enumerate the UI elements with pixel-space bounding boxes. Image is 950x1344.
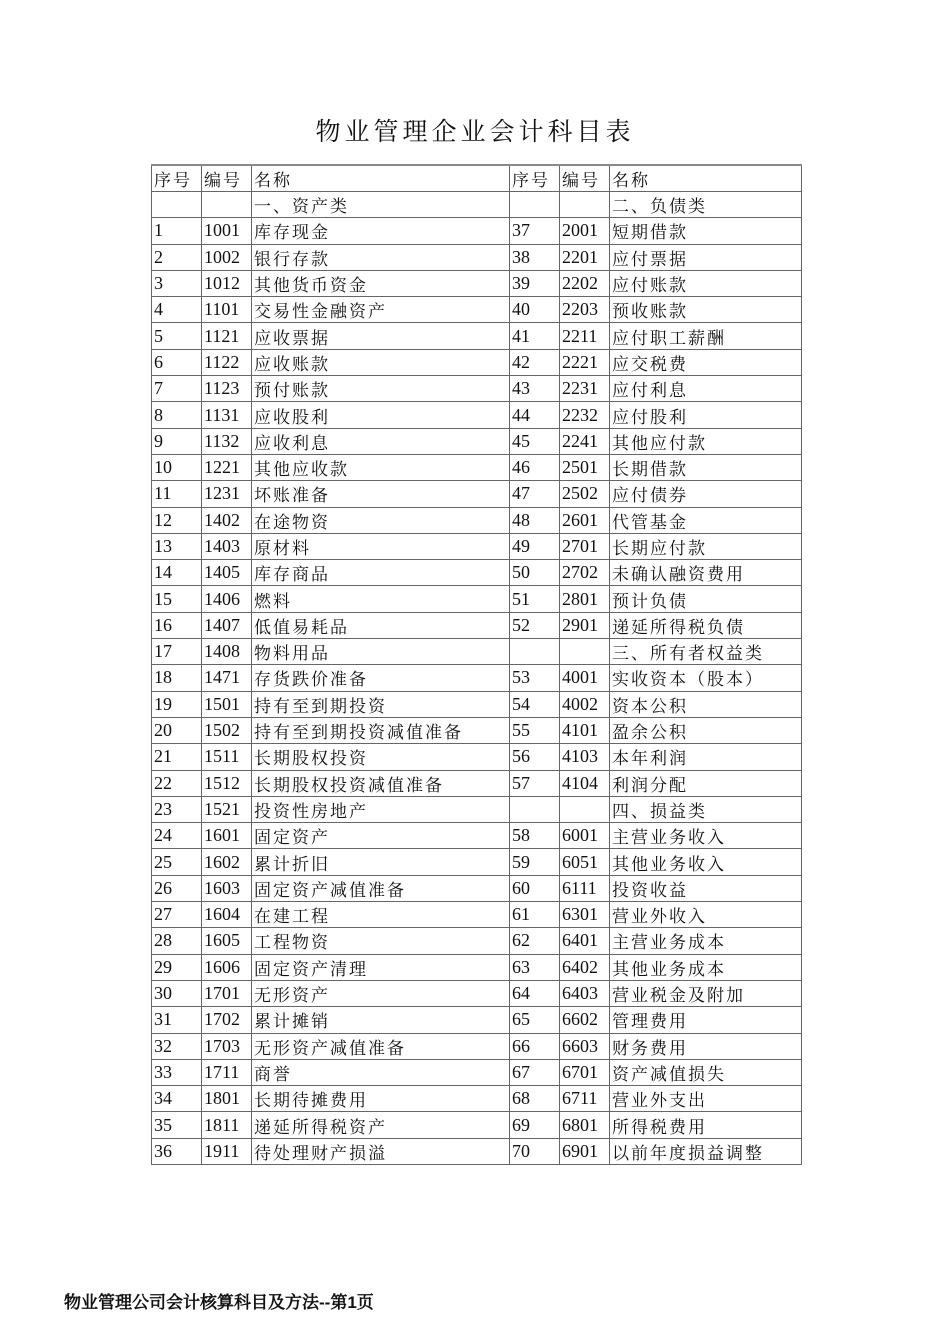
table-row [152, 560, 802, 586]
table-row [152, 270, 802, 296]
table-row [152, 744, 802, 770]
name-cell: 营业外收入 [610, 902, 802, 928]
seq-cell: 54 [510, 691, 560, 717]
name-cell: 坏账准备 [252, 481, 510, 507]
name-cell: 所得税费用 [610, 1112, 802, 1138]
table-row [152, 796, 802, 822]
code-cell: 1502 [202, 717, 252, 743]
table-row [152, 954, 802, 980]
name-cell: 待处理财产损溢 [252, 1138, 510, 1164]
table-row [152, 823, 802, 849]
name-cell: 短期借款 [610, 218, 802, 244]
code-cell [202, 192, 252, 218]
code-cell: 1511 [202, 744, 252, 770]
seq-cell: 49 [510, 533, 560, 559]
name-cell: 未确认融资费用 [610, 560, 802, 586]
name-cell: 存货跌价准备 [252, 665, 510, 691]
table-row [152, 875, 802, 901]
name-cell: 持有至到期投资 [252, 691, 510, 717]
code-cell: 6111 [560, 875, 610, 901]
name-cell: 累计摊销 [252, 1007, 510, 1033]
name-cell: 应收票据 [252, 323, 510, 349]
name-cell: 应交税费 [610, 349, 802, 375]
code-cell: 2502 [560, 481, 610, 507]
code-cell [560, 796, 610, 822]
seq-cell: 14 [152, 560, 202, 586]
table-row [152, 770, 802, 796]
name-cell: 管理费用 [610, 1007, 802, 1033]
code-cell: 1123 [202, 376, 252, 402]
name-cell: 预收账款 [610, 297, 802, 323]
account-table [151, 164, 802, 1165]
seq-cell: 20 [152, 717, 202, 743]
code-cell: 2702 [560, 560, 610, 586]
code-cell: 6051 [560, 849, 610, 875]
code-cell: 2601 [560, 507, 610, 533]
name-cell: 库存商品 [252, 560, 510, 586]
code-cell: 1606 [202, 954, 252, 980]
seq-cell: 21 [152, 744, 202, 770]
seq-cell: 2 [152, 244, 202, 270]
name-cell: 营业外支出 [610, 1086, 802, 1112]
code-cell: 4103 [560, 744, 610, 770]
table-row [152, 376, 802, 402]
seq-cell: 60 [510, 875, 560, 901]
header-cell: 名称 [252, 165, 510, 192]
seq-cell: 48 [510, 507, 560, 533]
name-cell: 以前年度损益调整 [610, 1138, 802, 1164]
code-cell: 2241 [560, 428, 610, 454]
name-cell: 递延所得税资产 [252, 1112, 510, 1138]
seq-cell: 63 [510, 954, 560, 980]
seq-cell [510, 796, 560, 822]
name-cell: 利润分配 [610, 770, 802, 796]
table-row [152, 192, 802, 218]
table-row [152, 1138, 802, 1164]
code-cell: 6301 [560, 902, 610, 928]
seq-cell: 18 [152, 665, 202, 691]
seq-cell: 66 [510, 1033, 560, 1059]
seq-cell: 56 [510, 744, 560, 770]
name-cell: 三、所有者权益类 [610, 639, 802, 665]
code-cell: 1001 [202, 218, 252, 244]
seq-cell: 51 [510, 586, 560, 612]
name-cell: 一、资产类 [252, 192, 510, 218]
seq-cell: 64 [510, 980, 560, 1006]
seq-cell: 44 [510, 402, 560, 428]
table-row [152, 507, 802, 533]
seq-cell: 55 [510, 717, 560, 743]
seq-cell: 57 [510, 770, 560, 796]
seq-cell: 40 [510, 297, 560, 323]
code-cell: 6701 [560, 1059, 610, 1085]
table-row [152, 1086, 802, 1112]
code-cell: 2211 [560, 323, 610, 349]
table-row [152, 849, 802, 875]
code-cell: 2001 [560, 218, 610, 244]
code-cell: 6901 [560, 1138, 610, 1164]
seq-cell: 6 [152, 349, 202, 375]
seq-cell [510, 192, 560, 218]
name-cell: 代管基金 [610, 507, 802, 533]
seq-cell: 24 [152, 823, 202, 849]
seq-cell: 15 [152, 586, 202, 612]
code-cell: 2202 [560, 270, 610, 296]
code-cell: 1132 [202, 428, 252, 454]
name-cell: 其他应收款 [252, 454, 510, 480]
name-cell: 其他应付款 [610, 428, 802, 454]
name-cell: 主营业务收入 [610, 823, 802, 849]
seq-cell: 25 [152, 849, 202, 875]
code-cell: 6603 [560, 1033, 610, 1059]
seq-cell: 12 [152, 507, 202, 533]
seq-cell: 33 [152, 1059, 202, 1085]
code-cell: 6403 [560, 980, 610, 1006]
code-cell: 6001 [560, 823, 610, 849]
name-cell: 长期待摊费用 [252, 1086, 510, 1112]
seq-cell: 59 [510, 849, 560, 875]
code-cell: 1801 [202, 1086, 252, 1112]
name-cell: 应付利息 [610, 376, 802, 402]
header-cell: 编号 [202, 165, 252, 192]
code-cell: 1512 [202, 770, 252, 796]
seq-cell: 58 [510, 823, 560, 849]
name-cell: 盈余公积 [610, 717, 802, 743]
seq-cell [152, 192, 202, 218]
code-cell: 1122 [202, 349, 252, 375]
seq-cell: 45 [510, 428, 560, 454]
code-cell: 1471 [202, 665, 252, 691]
code-cell: 1407 [202, 612, 252, 638]
page-title: 物业管理企业会计科目表 [315, 117, 635, 146]
name-cell: 工程物资 [252, 928, 510, 954]
seq-cell: 53 [510, 665, 560, 691]
name-cell: 应付债券 [610, 481, 802, 507]
name-cell: 投资性房地产 [252, 796, 510, 822]
code-cell: 1811 [202, 1112, 252, 1138]
seq-cell: 65 [510, 1007, 560, 1033]
name-cell: 固定资产 [252, 823, 510, 849]
code-cell: 2203 [560, 297, 610, 323]
code-cell: 1221 [202, 454, 252, 480]
code-cell: 1603 [202, 875, 252, 901]
seq-cell: 10 [152, 454, 202, 480]
seq-cell: 50 [510, 560, 560, 586]
name-cell: 应付职工薪酬 [610, 323, 802, 349]
seq-cell [510, 639, 560, 665]
name-cell: 累计折旧 [252, 849, 510, 875]
code-cell: 4104 [560, 770, 610, 796]
code-cell: 6602 [560, 1007, 610, 1033]
seq-cell: 13 [152, 533, 202, 559]
seq-cell: 61 [510, 902, 560, 928]
code-cell: 2501 [560, 454, 610, 480]
seq-cell: 46 [510, 454, 560, 480]
name-cell: 其他业务成本 [610, 954, 802, 980]
header-cell: 序号 [152, 165, 202, 192]
name-cell: 长期股权投资 [252, 744, 510, 770]
name-cell: 长期应付款 [610, 533, 802, 559]
name-cell: 资产减值损失 [610, 1059, 802, 1085]
table-row [152, 218, 802, 244]
table-row [152, 1033, 802, 1059]
code-cell: 2701 [560, 533, 610, 559]
name-cell: 投资收益 [610, 875, 802, 901]
code-cell: 1131 [202, 402, 252, 428]
name-cell: 递延所得税负债 [610, 612, 802, 638]
seq-cell: 69 [510, 1112, 560, 1138]
table-row [152, 481, 802, 507]
code-cell: 6401 [560, 928, 610, 954]
table-row [152, 928, 802, 954]
name-cell: 其他业务收入 [610, 849, 802, 875]
name-cell: 银行存款 [252, 244, 510, 270]
code-cell: 1403 [202, 533, 252, 559]
code-cell: 1121 [202, 323, 252, 349]
header-cell: 序号 [510, 165, 560, 192]
code-cell: 1501 [202, 691, 252, 717]
name-cell: 原材料 [252, 533, 510, 559]
seq-cell: 23 [152, 796, 202, 822]
seq-cell: 22 [152, 770, 202, 796]
seq-cell: 5 [152, 323, 202, 349]
table-row [152, 1059, 802, 1085]
seq-cell: 62 [510, 928, 560, 954]
name-cell: 预计负债 [610, 586, 802, 612]
seq-cell: 11 [152, 481, 202, 507]
code-cell [560, 192, 610, 218]
seq-cell: 36 [152, 1138, 202, 1164]
code-cell: 2231 [560, 376, 610, 402]
seq-cell: 39 [510, 270, 560, 296]
code-cell: 2901 [560, 612, 610, 638]
code-cell: 1702 [202, 1007, 252, 1033]
seq-cell: 3 [152, 270, 202, 296]
name-cell: 二、负债类 [610, 192, 802, 218]
code-cell: 1012 [202, 270, 252, 296]
table-row [152, 586, 802, 612]
table-row [152, 454, 802, 480]
table-row [152, 665, 802, 691]
code-cell: 1521 [202, 796, 252, 822]
name-cell: 预付账款 [252, 376, 510, 402]
name-cell: 本年利润 [610, 744, 802, 770]
seq-cell: 30 [152, 980, 202, 1006]
table-row [152, 244, 802, 270]
name-cell: 固定资产减值准备 [252, 875, 510, 901]
code-cell: 2221 [560, 349, 610, 375]
table-row [152, 323, 802, 349]
name-cell: 营业税金及附加 [610, 980, 802, 1006]
seq-cell: 47 [510, 481, 560, 507]
name-cell: 应付股利 [610, 402, 802, 428]
table-row [152, 533, 802, 559]
name-cell: 应收利息 [252, 428, 510, 454]
code-cell: 4001 [560, 665, 610, 691]
seq-cell: 38 [510, 244, 560, 270]
seq-cell: 68 [510, 1086, 560, 1112]
seq-cell: 34 [152, 1086, 202, 1112]
header-cell: 名称 [610, 165, 802, 192]
name-cell: 资本公积 [610, 691, 802, 717]
name-cell: 其他货币资金 [252, 270, 510, 296]
table-row [152, 612, 802, 638]
code-cell: 2232 [560, 402, 610, 428]
seq-cell: 8 [152, 402, 202, 428]
code-cell: 2201 [560, 244, 610, 270]
code-cell: 4101 [560, 717, 610, 743]
table-row [152, 980, 802, 1006]
code-cell: 1711 [202, 1059, 252, 1085]
code-cell: 1406 [202, 586, 252, 612]
seq-cell: 17 [152, 639, 202, 665]
code-cell: 1402 [202, 507, 252, 533]
seq-cell: 42 [510, 349, 560, 375]
name-cell: 在途物资 [252, 507, 510, 533]
name-cell: 持有至到期投资减值准备 [252, 717, 510, 743]
code-cell: 1405 [202, 560, 252, 586]
code-cell: 1703 [202, 1033, 252, 1059]
name-cell: 长期股权投资减值准备 [252, 770, 510, 796]
seq-cell: 35 [152, 1112, 202, 1138]
code-cell: 1605 [202, 928, 252, 954]
header-cell: 编号 [560, 165, 610, 192]
seq-cell: 28 [152, 928, 202, 954]
code-cell: 4002 [560, 691, 610, 717]
code-cell: 1701 [202, 980, 252, 1006]
name-cell: 物料用品 [252, 639, 510, 665]
table-row [152, 428, 802, 454]
name-cell: 无形资产减值准备 [252, 1033, 510, 1059]
table-row [152, 1007, 802, 1033]
name-cell: 主营业务成本 [610, 928, 802, 954]
name-cell: 四、损益类 [610, 796, 802, 822]
table-header-row [152, 165, 802, 192]
name-cell: 固定资产清理 [252, 954, 510, 980]
code-cell: 1602 [202, 849, 252, 875]
table-row [152, 639, 802, 665]
code-cell: 6402 [560, 954, 610, 980]
name-cell: 在建工程 [252, 902, 510, 928]
seq-cell: 26 [152, 875, 202, 901]
seq-cell: 1 [152, 218, 202, 244]
name-cell: 商誉 [252, 1059, 510, 1085]
seq-cell: 37 [510, 218, 560, 244]
name-cell: 低值易耗品 [252, 612, 510, 638]
code-cell: 1231 [202, 481, 252, 507]
seq-cell: 43 [510, 376, 560, 402]
seq-cell: 4 [152, 297, 202, 323]
name-cell: 应付票据 [610, 244, 802, 270]
code-cell: 1911 [202, 1138, 252, 1164]
name-cell: 实收资本（股本） [610, 665, 802, 691]
table-row [152, 349, 802, 375]
name-cell: 应付账款 [610, 270, 802, 296]
table-row [152, 402, 802, 428]
seq-cell: 29 [152, 954, 202, 980]
code-cell: 6801 [560, 1112, 610, 1138]
code-cell [560, 639, 610, 665]
seq-cell: 52 [510, 612, 560, 638]
seq-cell: 70 [510, 1138, 560, 1164]
table-row [152, 1112, 802, 1138]
seq-cell: 31 [152, 1007, 202, 1033]
name-cell: 财务费用 [610, 1033, 802, 1059]
seq-cell: 41 [510, 323, 560, 349]
table-row [152, 297, 802, 323]
code-cell: 1002 [202, 244, 252, 270]
name-cell: 长期借款 [610, 454, 802, 480]
page-footer: 物业管理公司会计核算科目及方法--第1页 [64, 1293, 374, 1312]
name-cell: 应收账款 [252, 349, 510, 375]
code-cell: 6711 [560, 1086, 610, 1112]
code-cell: 1601 [202, 823, 252, 849]
name-cell: 库存现金 [252, 218, 510, 244]
seq-cell: 19 [152, 691, 202, 717]
table-row [152, 902, 802, 928]
table-row [152, 691, 802, 717]
code-cell: 2801 [560, 586, 610, 612]
account-table-body [152, 165, 802, 1164]
name-cell: 无形资产 [252, 980, 510, 1006]
seq-cell: 16 [152, 612, 202, 638]
seq-cell: 32 [152, 1033, 202, 1059]
table-row [152, 717, 802, 743]
name-cell: 应收股利 [252, 402, 510, 428]
code-cell: 1604 [202, 902, 252, 928]
code-cell: 1408 [202, 639, 252, 665]
name-cell: 燃料 [252, 586, 510, 612]
seq-cell: 67 [510, 1059, 560, 1085]
name-cell: 交易性金融资产 [252, 297, 510, 323]
seq-cell: 9 [152, 428, 202, 454]
seq-cell: 27 [152, 902, 202, 928]
code-cell: 1101 [202, 297, 252, 323]
seq-cell: 7 [152, 376, 202, 402]
